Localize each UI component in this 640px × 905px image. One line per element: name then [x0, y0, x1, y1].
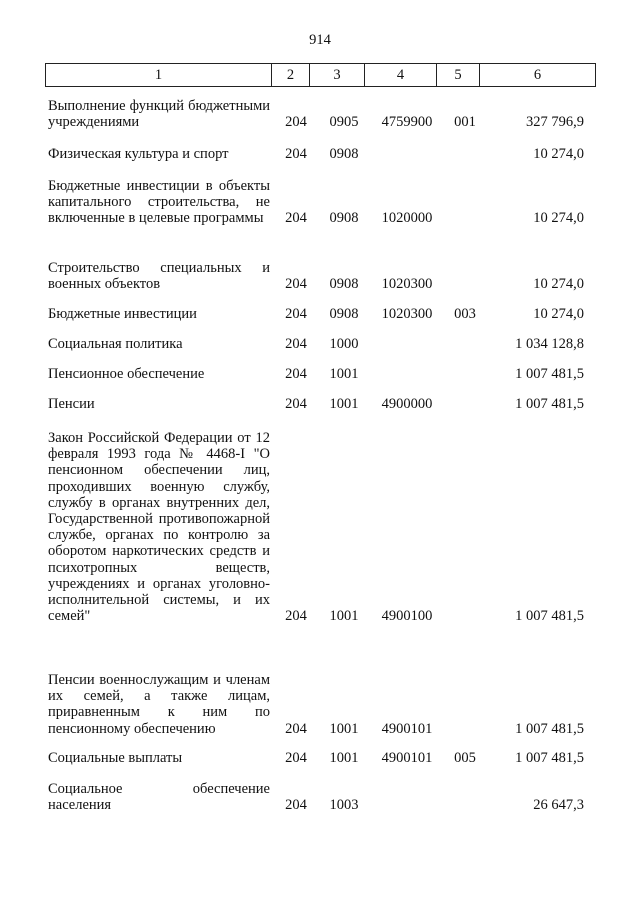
row-code-4: 4900101	[381, 720, 433, 737]
row-name: Физическая культура и спорт	[48, 146, 229, 162]
table-row	[48, 98, 596, 130]
row-amount: 1 007 481,5	[515, 750, 584, 766]
row-name: Бюджетные инвестиции в объекты капитального строительства, не включенные в целевые программы	[48, 178, 270, 227]
header-col-5: 5	[437, 64, 480, 86]
row-amount: 1 007 481,5	[515, 396, 584, 412]
table-row	[48, 750, 596, 766]
row-name: Закон Российской Федерации от 12 февраля 1993 года № 4468-I "О пенсионном обеспечении лиц, проходивших военную службу, службу в органах внутренних дел, Государственной противопожарной службе, органах по контролю за оборотом наркотических средств и психотропных веществ, учреждениях и органах уголовно-исполнительной системы, и их семей"	[48, 430, 270, 625]
table-row	[48, 781, 596, 813]
row-name: Строительство специальных и военных объектов	[48, 260, 270, 293]
row-code-2: 204	[285, 336, 307, 352]
row-code-5: 001	[454, 114, 476, 131]
table-row	[48, 430, 596, 624]
row-code-5: 005	[454, 750, 476, 766]
table-row	[48, 366, 596, 382]
row-code-3: 0905	[329, 114, 359, 131]
table-row	[48, 672, 596, 737]
row-code-3: 0908	[329, 276, 359, 293]
table-row	[48, 178, 596, 227]
row-code-4: 1020000	[381, 210, 433, 227]
row-name: Бюджетные инвестиции	[48, 306, 197, 322]
row-name: Социальная политика	[48, 336, 183, 352]
row-name: Социальное обеспечение населения	[48, 781, 270, 814]
row-code-2: 204	[285, 750, 307, 766]
row-code-2: 204	[285, 306, 307, 322]
row-name: Пенсии военнослужащим и членам их семей, а также лицам, приравненным к ним по пенсионному обеспечению	[48, 672, 270, 737]
row-code-2: 204	[285, 797, 307, 814]
row-code-3: 0908	[329, 306, 359, 322]
row-amount: 1 007 481,5	[515, 608, 584, 625]
row-amount: 1 034 128,8	[515, 336, 584, 352]
page-number: 914	[309, 32, 331, 48]
row-code-3: 1001	[329, 366, 359, 382]
row-code-2: 204	[285, 114, 307, 131]
row-name: Пенсионное обеспечение	[48, 366, 205, 382]
row-code-2: 204	[285, 276, 307, 293]
row-code-4: 4900101	[381, 750, 433, 766]
header-col-6: 6	[533, 67, 542, 83]
row-code-5: 003	[454, 306, 476, 322]
row-name: Выполнение функций бюджетными учреждениями	[48, 98, 270, 131]
row-code-3: 0908	[329, 210, 359, 227]
row-code-3: 1001	[329, 396, 359, 412]
row-code-2: 204	[285, 366, 307, 382]
row-amount: 1 007 481,5	[515, 366, 584, 382]
table-row	[48, 260, 596, 292]
row-code-2: 204	[285, 396, 307, 412]
row-amount: 10 274,0	[533, 306, 584, 322]
header-col-2: 2	[272, 64, 310, 86]
table-row	[48, 306, 596, 322]
row-code-4: 4759900	[381, 114, 433, 131]
row-code-2: 204	[285, 608, 307, 625]
row-amount: 10 274,0	[533, 276, 584, 293]
header-col-4: 4	[365, 64, 437, 86]
header-col-1: 1	[46, 64, 272, 86]
row-amount: 10 274,0	[533, 146, 584, 162]
row-code-2: 204	[285, 720, 307, 737]
row-code-4: 1020300	[381, 276, 433, 293]
row-code-2: 204	[285, 146, 307, 162]
row-code-3: 1001	[329, 608, 359, 625]
row-code-2: 204	[285, 210, 307, 227]
row-code-4: 4900100	[381, 608, 433, 625]
table-row	[48, 396, 596, 412]
row-code-3: 1001	[329, 720, 359, 737]
row-amount: 26 647,3	[533, 797, 584, 814]
row-code-3: 1001	[329, 750, 359, 766]
row-amount: 327 796,9	[526, 114, 584, 131]
row-code-4: 1020300	[381, 306, 433, 322]
row-code-3: 1003	[329, 797, 359, 814]
header-col-3: 3	[310, 64, 365, 86]
table-row	[48, 146, 596, 162]
row-code-3: 1000	[329, 336, 359, 352]
row-name: Пенсии	[48, 396, 95, 412]
row-amount: 10 274,0	[533, 210, 584, 227]
table-header	[45, 63, 596, 87]
row-name: Социальные выплаты	[48, 750, 183, 766]
row-code-4: 4900000	[381, 396, 433, 412]
table-row	[48, 336, 596, 352]
row-amount: 1 007 481,5	[515, 720, 584, 737]
row-code-3: 0908	[329, 146, 359, 162]
